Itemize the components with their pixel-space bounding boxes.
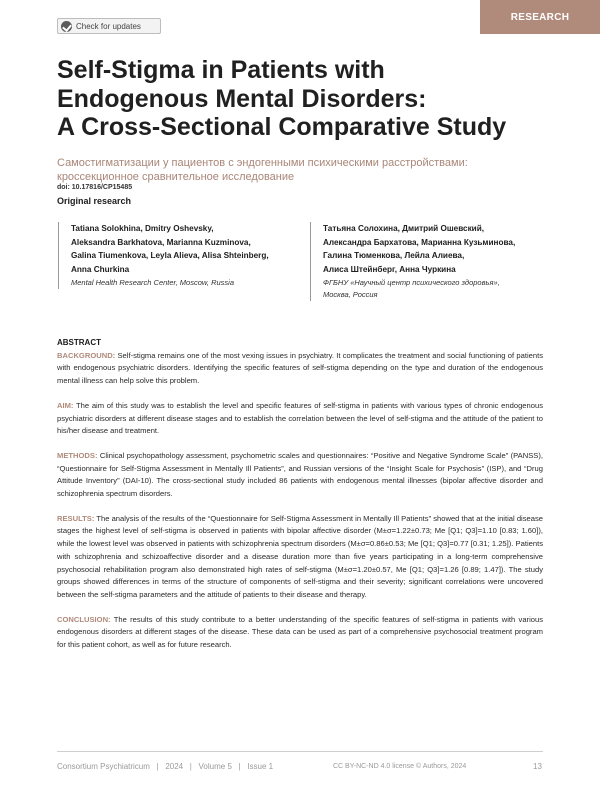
results-text: The analysis of the results of the “Questionnaire for Self-Stigma Assessment in Mentally Ill Patients” showed that at the initial disease stages the highest level of self-stigma is observed in patients with bipolar affective disorder (M±σ=1.22±0.73; Me [Q1; Q3]=1.10 [0.83; 1.60]), while the lowest level was observed in patients with schizophrenia spectrum disorders (M±σ=0.86±0.53; Me [Q1; Q3]=0.77 [0.31; 1.25]). Patients with schizophrenia and schizoaffective disorder and a disease duration more than five years participating in a long-term comprehensive psychosocial rehabilitation program also demonstrated high rates of self-stigma (M±σ=1.20±0.57, Me [Q1; Q3]=1.26 [0.89; 1.47]). The study groups showed differences in terms of the structure of components of self-stigma and their severity; significant correlations were uncovered between the self-stigma parameters and the attitude of patients to their disease and therapy. bbox=[57, 513, 543, 599]
article-type: Original research bbox=[57, 196, 132, 206]
abstract-background bbox=[57, 350, 543, 388]
russian-title bbox=[57, 156, 557, 184]
abstract-conclusion bbox=[57, 614, 543, 652]
abstract bbox=[57, 337, 543, 664]
background-label: BACKGROUND: bbox=[57, 350, 116, 360]
affiliation: Mental Health Research Center, Moscow, Russia bbox=[71, 278, 234, 287]
author-line: Anna Churkina bbox=[71, 264, 130, 274]
conclusion-text: The results of this study contribute to a better understanding of the specific features of self-stigma in patients with various endogenous disorders at different stages of the disease. These data can be used as part of a comprehensive psychosocial treatment program for this patient cohort, as well as for future research. bbox=[57, 614, 543, 650]
ru-title-line: кроссекционное сравнительное исследование bbox=[57, 171, 295, 183]
methods-label: METHODS: bbox=[57, 450, 98, 460]
ru-title-line: Самостигматизации у пациентов с эндогенными психическими расстройствами: bbox=[57, 157, 468, 169]
aim-label: AIM: bbox=[57, 400, 74, 410]
background-text: Self-stigma remains one of the most vexing issues in psychiatry. It complicates the treatment and social functioning of patients with endogenous psychiatric disorders. Identifying the specific features of self-stigma depending on the type and duration of the endogenous mental illness can help solve this problem. bbox=[57, 350, 543, 386]
abstract-methods bbox=[57, 450, 543, 501]
title-line: A Cross-Sectional Comparative Study bbox=[57, 113, 507, 141]
doi-link[interactable]: doi: 10.17816/CP15485 bbox=[57, 184, 133, 191]
title-line: Self-Stigma in Patients with bbox=[57, 56, 385, 84]
authors-english bbox=[58, 222, 303, 289]
page-number: 13 bbox=[533, 762, 542, 771]
footer-license: CC BY-NC-ND 4.0 license © Authors, 2024 bbox=[333, 763, 467, 770]
author-line: Galina Tiumenkova, Leyla Alieva, Alisa Shteinberg, bbox=[71, 251, 269, 260]
author-list bbox=[71, 222, 303, 276]
author-line: Татьяна Солохина, Дмитрий Ошевский, bbox=[323, 224, 485, 233]
methods-text: Clinical psychopathology assessment, psychometric scales and questionnaires: “Positive and Negative Syndrome Scale” (PANSS), “Questionnaire for Self-Stigma Assessment in Mentally Ill Patients”, and Russian versions of the “Insight Scale for Psychosis” (ISP), and “Drug Attitude Inventory” (DAI-10). The cross-sectional study included 86 patients with endogenous mental illnesses (bipolar affective disorder and schizophrenia spectrum disorders. bbox=[57, 450, 543, 499]
abstract-aim bbox=[57, 400, 543, 438]
badge-label: Check for updates bbox=[76, 21, 141, 31]
title-line: Endogenous Mental Disorders: bbox=[57, 84, 427, 113]
check-for-updates-badge[interactable] bbox=[57, 18, 161, 34]
aim-text: The aim of this study was to establish the level and specific features of self-stigma in patients with various types of chronic endogenous psychiatric disorders at different disease stages and to establish the correlation between the level of self-stigma and the attitude of the patient to his/her disease and treatment. bbox=[57, 400, 543, 436]
abstract-heading: ABSTRACT bbox=[57, 338, 101, 347]
author-line: Александра Бархатова, Марианна Кузьминова, bbox=[323, 237, 516, 247]
check-icon bbox=[61, 21, 72, 32]
conclusion-label: CONCLUSION: bbox=[57, 614, 111, 624]
author-line: Tatiana Solokhina, Dmitry Oshevsky, bbox=[71, 224, 214, 233]
affiliation-line: ФГБНУ «Научный центр психического здоровья», bbox=[323, 278, 500, 287]
footer-journal bbox=[57, 762, 273, 771]
footer-divider bbox=[57, 751, 543, 752]
author-list bbox=[323, 222, 555, 276]
author-line: Галина Тюменкова, Лейла Алиева, bbox=[323, 251, 465, 260]
journal-info: Consortium Psychiatricum | 2024 | Volume 5 | Issue 1 bbox=[57, 762, 274, 771]
affiliation-line: Москва, Россия bbox=[323, 290, 378, 299]
article-title bbox=[57, 56, 557, 142]
abstract-results bbox=[57, 513, 543, 602]
authors-russian bbox=[310, 222, 555, 301]
section-tag: RESEARCH bbox=[480, 0, 600, 34]
affiliation bbox=[323, 277, 555, 301]
author-line: Aleksandra Barkhatova, Marianna Kuzminova, bbox=[71, 237, 251, 247]
results-label: RESULTS: bbox=[57, 513, 95, 523]
author-line: Алиса Штейнберг, Анна Чуркина bbox=[323, 264, 456, 274]
